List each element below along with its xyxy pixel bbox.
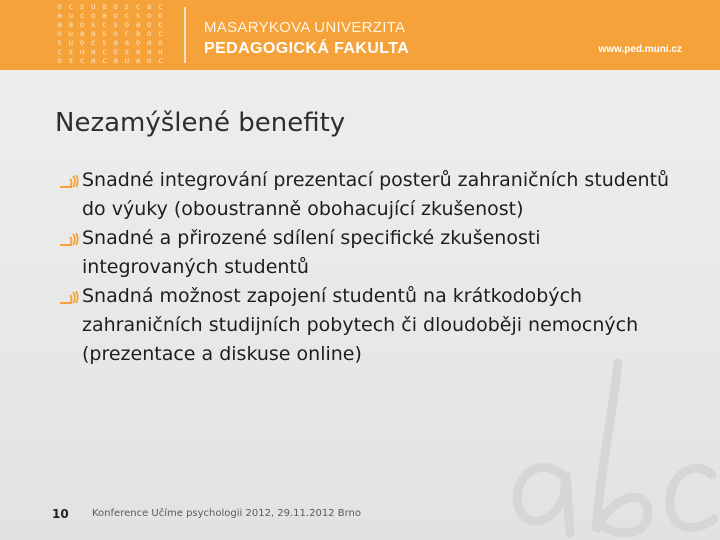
logo-glyph: o bbox=[57, 29, 62, 38]
logo-glyph: c bbox=[157, 56, 163, 65]
logo-glyph: s bbox=[101, 29, 107, 38]
logo-glyph: u bbox=[68, 11, 74, 20]
logo-glyph: a bbox=[124, 38, 130, 47]
logo-glyph: c bbox=[101, 47, 107, 56]
logo-glyph: o bbox=[157, 11, 163, 20]
logo-glyph: o bbox=[113, 2, 118, 11]
logo-glyph: u bbox=[90, 2, 96, 11]
logo-glyph: c bbox=[79, 11, 85, 20]
logo-glyph: u bbox=[157, 47, 163, 56]
page-number: 10 bbox=[52, 507, 69, 521]
logo-glyph: s bbox=[101, 38, 107, 47]
logo-glyph: s bbox=[68, 56, 74, 65]
bullet-item bbox=[58, 166, 678, 224]
logo-glyph: o bbox=[90, 11, 96, 20]
logo-glyph: u bbox=[79, 47, 85, 56]
logo-glyph: a bbox=[113, 38, 118, 47]
logo-glyph: s bbox=[79, 2, 85, 11]
logo-glyph: c bbox=[101, 56, 107, 65]
website-link[interactable]: www.ped.muni.cz bbox=[598, 44, 682, 55]
logo-glyph: o bbox=[146, 29, 152, 38]
logo-glyph: a bbox=[146, 2, 152, 11]
logo-glyph: c bbox=[157, 2, 163, 11]
slide-title: Nezamýšlené benefity bbox=[55, 108, 346, 138]
wifi-arc-bullet-icon bbox=[58, 291, 80, 305]
abc-watermark-icon bbox=[500, 355, 720, 540]
university-logo-icon bbox=[54, 0, 166, 68]
logo-glyph: a bbox=[135, 47, 141, 56]
logo-glyph: c bbox=[57, 47, 62, 56]
logo-glyph: s bbox=[57, 38, 62, 47]
logo-glyph: c bbox=[124, 29, 130, 38]
logo-glyph: s bbox=[135, 11, 141, 20]
logo-glyph: a bbox=[101, 11, 107, 20]
logo-glyph: o bbox=[146, 11, 152, 20]
logo-glyph: a bbox=[90, 29, 96, 38]
logo-glyph: o bbox=[157, 38, 163, 47]
logo-glyph: a bbox=[79, 29, 85, 38]
logo-glyph: c bbox=[124, 11, 130, 20]
faculty-name: PEDAGOGICKÁ FAKULTA bbox=[204, 40, 410, 57]
logo-glyph: u bbox=[124, 56, 130, 65]
logo-glyph: a bbox=[135, 20, 141, 29]
logo-glyph: c bbox=[101, 20, 107, 29]
logo-glyph: c bbox=[90, 38, 96, 47]
logo-glyph: a bbox=[57, 20, 62, 29]
logo-glyph: c bbox=[68, 2, 74, 11]
logo-glyph: a bbox=[90, 56, 96, 65]
bullet-item bbox=[58, 224, 678, 282]
footer-text: Konference Učíme psychologii 2012, 29.11.2012 Brno bbox=[92, 508, 361, 519]
logo-glyph: c bbox=[157, 29, 163, 38]
logo-glyph: o bbox=[146, 20, 152, 29]
logo-glyph: s bbox=[90, 20, 96, 29]
logo-glyph: a bbox=[135, 56, 141, 65]
bullet-text: Snadná možnost zapojení studentů na krátkodobých zahraničních studijních pobytech či dloudoběji nemocných (prezentace a diskuse online) bbox=[82, 285, 639, 365]
logo-glyph: c bbox=[135, 2, 141, 11]
logo-glyph: c bbox=[79, 56, 85, 65]
logo-glyph: o bbox=[113, 47, 118, 56]
logo-glyph: a bbox=[135, 29, 141, 38]
logo-divider bbox=[184, 7, 186, 63]
bullet-text: Snadné integrování prezentací posterů zahraničních studentů do výuky (oboustranně obohacující zkušenost) bbox=[82, 169, 670, 220]
logo-glyph: u bbox=[68, 29, 74, 38]
logo-glyph: s bbox=[68, 47, 74, 56]
wifi-arc-bullet-icon bbox=[58, 233, 80, 247]
university-name: MASARYKOVA UNIVERZITA bbox=[204, 19, 406, 36]
logo-glyph: s bbox=[113, 20, 118, 29]
logo-glyph: a bbox=[101, 2, 107, 11]
logo-glyph: o bbox=[146, 56, 152, 65]
bullet-text: Snadné a přirozené sdílení specifické zkušenosti integrovaných studentů bbox=[82, 227, 541, 278]
logo-glyph: a bbox=[146, 47, 152, 56]
logo-glyph: a bbox=[90, 47, 96, 56]
logo-glyph: o bbox=[79, 38, 85, 47]
logo-glyph: a bbox=[146, 38, 152, 47]
logo-glyph: s bbox=[124, 2, 130, 11]
logo-glyph: o bbox=[79, 20, 85, 29]
logo-glyph: a bbox=[113, 56, 118, 65]
bullet-list bbox=[58, 166, 678, 369]
logo-glyph: u bbox=[68, 38, 74, 47]
header-bar bbox=[0, 0, 720, 70]
logo-glyph: a bbox=[57, 11, 62, 20]
logo-glyph: o bbox=[113, 29, 118, 38]
logo-glyph: s bbox=[124, 47, 130, 56]
wifi-arc-bullet-icon bbox=[58, 175, 80, 189]
logo-glyph: o bbox=[57, 56, 62, 65]
logo-glyph: o bbox=[57, 2, 62, 11]
logo-glyph: u bbox=[113, 11, 118, 20]
logo-glyph: o bbox=[135, 38, 141, 47]
logo-glyph: c bbox=[157, 20, 163, 29]
logo-glyph: a bbox=[68, 20, 74, 29]
logo-glyph: o bbox=[124, 20, 130, 29]
